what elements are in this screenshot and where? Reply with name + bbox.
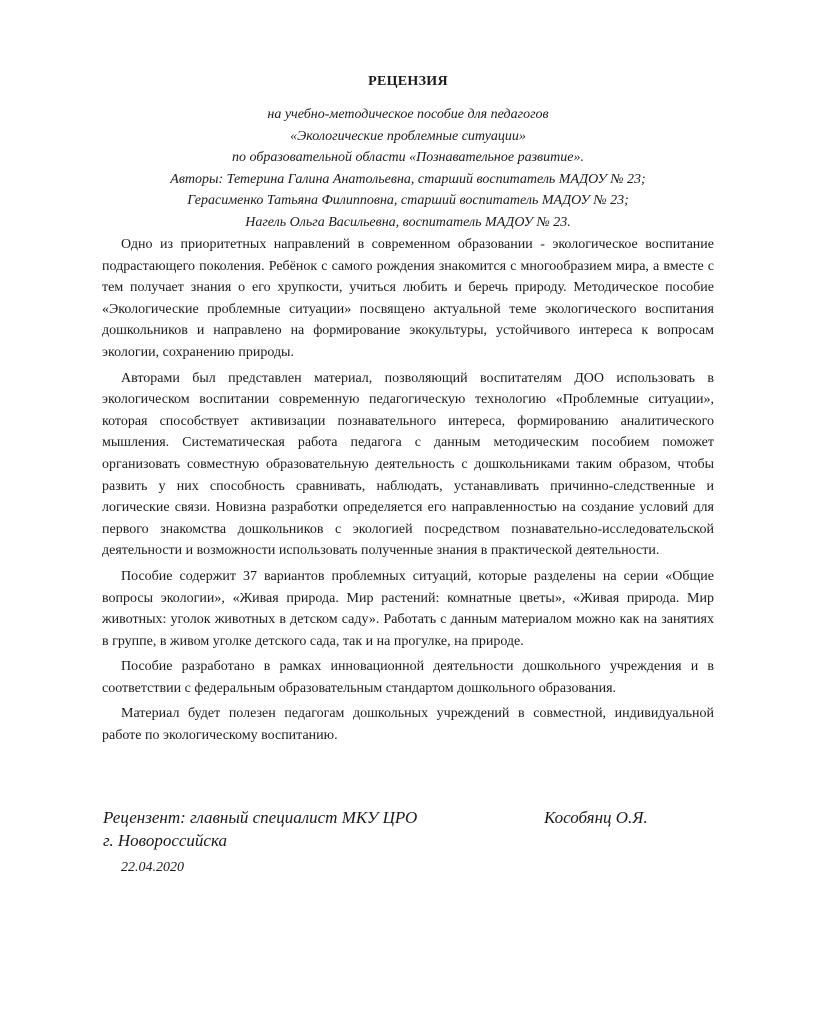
subtitle-line: «Экологические проблемные ситуации» [290,128,526,144]
document-title: РЕЦЕНЗИЯ [368,74,448,89]
subtitle-line: по образовательной области «Познавательное развитие». [232,150,584,165]
body-paragraph: Пособие содержит 37 вариантов проблемных ситуаций, которые разделены на серии «Общие вопросы экологии», «Живая природа. Мир растений: комнатные цветы», «Живая природа. Мир животных: уголок животных в детском саду». Работать с данным материалом можно как на занятиях в группе, в живом уголке детского сада, так и на прогулке, на природе. [102,568,714,649]
reviewer-line: г. Новороссийска [103,831,228,850]
subtitle-line: Нагель Ольга Васильевна, воспитатель МАДОУ № 23. [245,214,571,230]
body-paragraph: Пособие разработано в рамках инновационной деятельности дошкольного учреждения и в соответствии с федеральным образовательным стандартом дошкольного образования. [102,659,714,696]
review-body [102,234,714,751]
body-paragraph: Авторами был представлен материал, позволяющий воспитателям ДОО использовать в экологическом воспитании современную педагогическую технологию «Проблемные ситуации», которая способствует активизации познавательного интереса, формированию аналитического мышления. Систематическая работа педагога с данным методическим пособием поможет организовать совместную образовательную деятельность с дошкольниками таким образом, чтобы развить у них способность сравнивать, наблюдать, устанавливать причинно-следственные и логические связи. Новизна разработки определяется его направленностью на создание условий для первого знакомства дошкольников с экологией посредством познавательно-исследовательской деятельности и возможности использовать полученные знания в практической деятельности. [102,370,714,559]
document-subtitle [0,104,816,233]
subtitle-line: на учебно-методическое пособие для педагогов [267,107,549,122]
body-paragraph: Материал будет полезен педагогам дошкольных учреждений в совместной, индивидуальной работе по экологическому воспитанию. [102,706,714,744]
body-paragraph: Одно из приоритетных направлений в современном образовании - экологическое воспитание подрастающего поколения. Ребёнок с самого рождения знакомится с многообразием мира, а вместе с тем получает знания о его хрупкости, учиться любить и беречь природу. Методическое пособие «Экологические проблемные ситуации» посвящено актуальной теме экологического воспитания дошкольников и направлено на формирование экокультуры, устойчивого интереса к вопросам экологии, сохранению природы. [102,237,714,360]
subtitle-line: Герасименко Татьяна Филипповна, старший воспитатель МАДОУ № 23; [187,193,629,208]
review-date: 22.04.2020 [121,860,184,875]
reviewer-name: Кособянц О.Я. [544,808,648,827]
reviewer-position [103,806,417,852]
reviewer-line: Рецензент: главный специалист МКУ ЦРО [103,808,418,827]
subtitle-line: Авторы: Тетерина Галина Анатольевна, старший воспитатель МАДОУ № 23; [170,171,646,187]
